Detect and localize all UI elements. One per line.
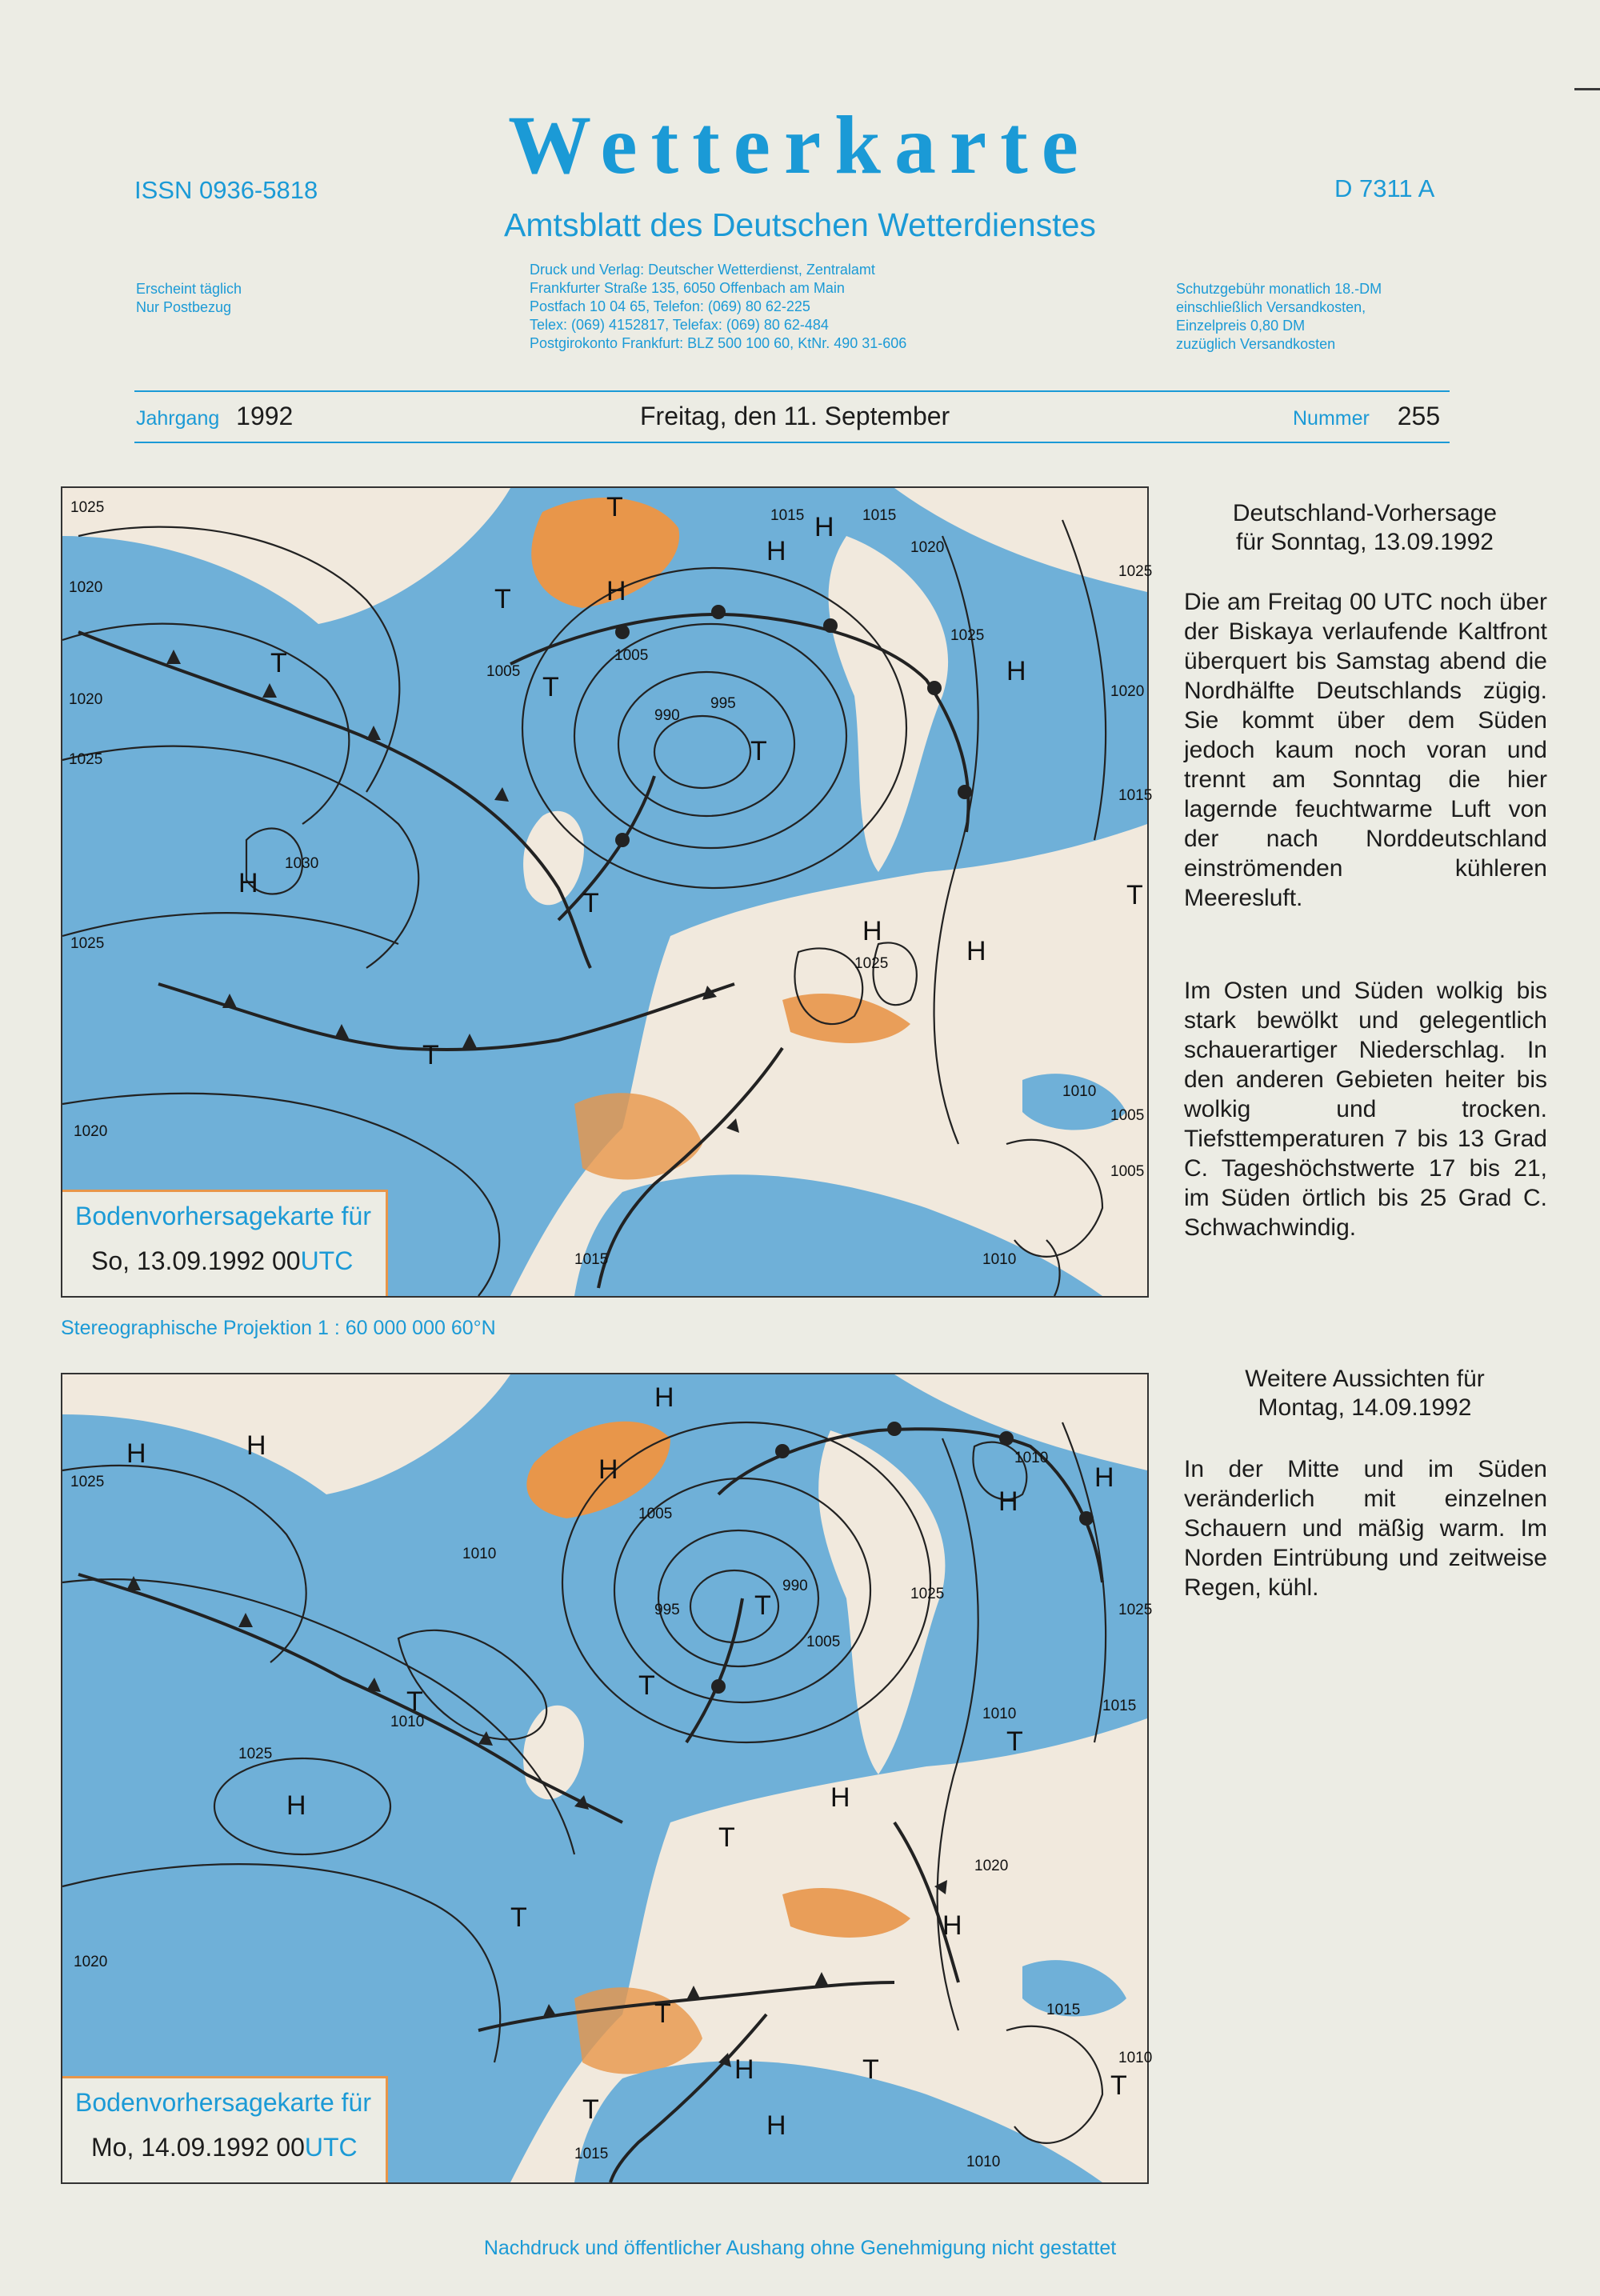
map-caption-title: Bodenvorhersagekarte für bbox=[75, 2088, 371, 2117]
low-pressure-label: T bbox=[270, 648, 287, 678]
edge-mark bbox=[1574, 88, 1600, 90]
low-pressure-label: T bbox=[1006, 1726, 1023, 1757]
high-pressure-label: H bbox=[942, 1910, 962, 1941]
isobar-value-label: 1010 bbox=[982, 1251, 1017, 1268]
land-british-isles bbox=[523, 811, 584, 906]
isobar bbox=[658, 1530, 818, 1666]
front-semicircle bbox=[711, 605, 726, 619]
high-pressure-label: H bbox=[1006, 656, 1026, 686]
publisher-line: Telex: (069) 4152817, Telefax: (069) 80 62-484 bbox=[530, 317, 829, 333]
isobar-value-label: 1020 bbox=[69, 579, 103, 596]
occluded-front bbox=[686, 1598, 742, 1742]
isobar-value-label: 1020 bbox=[974, 1858, 1009, 1874]
publisher-line: Frankfurter Straße 135, 6050 Offenbach am Main bbox=[530, 280, 845, 296]
weather-map-graphic bbox=[62, 488, 1153, 1296]
isobar-value-label: 1005 bbox=[1110, 1163, 1145, 1180]
front-semicircle bbox=[958, 785, 972, 799]
front-triangle bbox=[462, 1034, 477, 1048]
low-pressure-label: T bbox=[510, 1902, 527, 1933]
price-note-line: Einzelpreis 0,80 DM bbox=[1176, 318, 1306, 334]
outlook-heading-line: Montag, 14.09.1992 bbox=[1258, 1394, 1472, 1421]
isobar-value-label: 1020 bbox=[69, 691, 103, 708]
price-note bbox=[1176, 280, 1382, 354]
high-pressure-label: H bbox=[606, 576, 626, 606]
isobar-value-label: 1025 bbox=[70, 935, 105, 952]
low-pressure-label: T bbox=[862, 2054, 879, 2085]
issn-number: ISSN 0936-5818 bbox=[134, 176, 318, 204]
isobar bbox=[62, 1579, 574, 1854]
front-triangle bbox=[126, 1576, 141, 1590]
high-pressure-label: H bbox=[862, 916, 882, 946]
isobar-value-label: 1025 bbox=[70, 499, 105, 516]
isobar-value-label: 995 bbox=[654, 1602, 680, 1618]
front-semicircle bbox=[775, 1444, 790, 1458]
front-triangle bbox=[366, 1678, 381, 1692]
front-triangle bbox=[366, 726, 381, 740]
isobar-value-label: 1005 bbox=[1110, 1107, 1145, 1124]
low-pressure-label: T bbox=[750, 736, 767, 766]
front-triangle bbox=[166, 650, 181, 664]
low-pressure-label: T bbox=[422, 1040, 439, 1070]
isobar-value-label: 1025 bbox=[70, 1474, 105, 1490]
land-british-isles bbox=[523, 1706, 584, 1800]
land-scandinavia bbox=[829, 536, 948, 872]
isobar bbox=[62, 746, 418, 968]
isobar-value-label: 995 bbox=[710, 695, 736, 712]
newspaper-subtitle: Amtsblatt des Deutschen Wetterdienstes bbox=[504, 206, 1096, 243]
isobar-value-label: 1020 bbox=[74, 1954, 108, 1970]
forecast-map-sunday bbox=[61, 486, 1153, 1298]
low-pressure-label: T bbox=[638, 1670, 655, 1701]
land-iceland bbox=[531, 498, 679, 608]
front-semicircle bbox=[711, 1679, 726, 1694]
isobar-value-label: 990 bbox=[654, 707, 680, 724]
isobar-value-label: 1025 bbox=[910, 1586, 945, 1602]
front-semicircle bbox=[1079, 1511, 1094, 1526]
copyright-notice: Nachdruck und öffentlicher Aushang ohne Genehmigung nicht gestattet bbox=[483, 2237, 1117, 2259]
isobar-value-label: 990 bbox=[782, 1578, 808, 1594]
isobar-value-label: 1010 bbox=[982, 1706, 1017, 1722]
low-pressure-label: T bbox=[582, 2094, 599, 2125]
map-caption-title: Bodenvorhersagekarte für bbox=[75, 1202, 371, 1230]
isobar-value-label: 1015 bbox=[574, 2146, 609, 2162]
issue-number-value: 255 bbox=[1397, 402, 1441, 430]
price-note-line: Schutzgebühr monatlich 18.-DM bbox=[1176, 281, 1382, 297]
isobar-value-label: 1010 bbox=[390, 1714, 425, 1730]
isobar-value-label: 1015 bbox=[1102, 1698, 1137, 1714]
volume bbox=[136, 402, 293, 431]
map-caption-date-text: So, 13.09.1992 00 bbox=[91, 1246, 301, 1275]
publication-note-line: Erscheint täglich bbox=[136, 281, 242, 297]
outlook-heading bbox=[1181, 1365, 1549, 1422]
high-pressure-label: H bbox=[286, 1790, 306, 1821]
high-pressure-label: H bbox=[830, 1782, 850, 1813]
issue-date: Freitag, den 11. September bbox=[640, 402, 950, 430]
forecast-heading-line: für Sonntag, 13.09.1992 bbox=[1236, 529, 1494, 555]
land-greenland bbox=[62, 1374, 510, 1494]
front-semicircle bbox=[823, 618, 838, 633]
outlook-paragraph: In der Mitte und im Süden veränderlich mit einzelnen Schauern und mäßig warm. Im Norden Eintrübung und zeitweise Regen, kühl. bbox=[1184, 1456, 1547, 1601]
isobar-value-label: 1005 bbox=[486, 663, 521, 680]
high-pressure-label: H bbox=[734, 2054, 754, 2085]
map-caption-utc: UTC bbox=[300, 1246, 354, 1275]
volume-label: Jahrgang bbox=[136, 407, 220, 430]
isobar-value-label: 1025 bbox=[69, 751, 103, 768]
high-pressure-label: H bbox=[814, 512, 834, 542]
isobar-value-label: 1015 bbox=[1046, 2002, 1081, 2018]
high-pressure-label: H bbox=[766, 2110, 786, 2141]
projection-note: Stereographische Projektion 1 : 60 000 000 60°N bbox=[61, 1317, 496, 1339]
high-pressure-label: H bbox=[654, 1382, 674, 1413]
isobar-value-label: 1015 bbox=[770, 507, 805, 524]
forecast-heading bbox=[1181, 499, 1549, 557]
issue-number bbox=[1293, 402, 1440, 431]
price-note-line: einschließlich Versandkosten, bbox=[1176, 299, 1366, 315]
isobar-value-label: 1010 bbox=[966, 2154, 1001, 2170]
map-caption-date bbox=[91, 1246, 353, 1276]
map-caption-date-text: Mo, 14.09.1992 00 bbox=[91, 2133, 305, 2162]
isobar-value-label: 1015 bbox=[574, 1251, 609, 1268]
front-semicircle bbox=[887, 1422, 902, 1436]
map-caption bbox=[62, 1190, 388, 1296]
front-triangle bbox=[574, 1795, 589, 1810]
front-semicircle bbox=[927, 681, 942, 695]
high-pressure-label: H bbox=[966, 936, 986, 966]
high-pressure-label: H bbox=[126, 1438, 146, 1469]
high-pressure-label: H bbox=[246, 1430, 266, 1461]
outlook-heading-line: Weitere Aussichten für bbox=[1245, 1366, 1485, 1392]
low-pressure-label: T bbox=[654, 1998, 671, 2029]
isobar-value-label: 1010 bbox=[1118, 2050, 1153, 2066]
issue-number-label: Nummer bbox=[1293, 407, 1370, 430]
low-pressure-label: T bbox=[754, 1590, 771, 1621]
high-pressure-label: H bbox=[998, 1486, 1018, 1517]
land-scandinavia bbox=[818, 1430, 945, 1774]
low-pressure-label: T bbox=[1126, 880, 1143, 910]
isobar-value-label: 1025 bbox=[1118, 1602, 1153, 1618]
front-semicircle bbox=[999, 1431, 1014, 1446]
isobar-value-label: 1025 bbox=[1118, 563, 1153, 580]
isobar-value-label: 1025 bbox=[238, 1746, 273, 1762]
low-pressure-label: T bbox=[542, 672, 559, 702]
forecast-paragraph: Im Osten und Süden wolkig bis stark bewölkt und gelegentlich schauerartiger Niederschlag. In den anderen Gebieten heiter bis wolkig und trocken. Tiefsttemperaturen 7 bis 13 Grad C. Tageshöchstwerte 17 bis 21, im Süden örtlich bis 25 Grad C. Schwachwindig. bbox=[1184, 978, 1547, 1241]
isobar-value-label: 1020 bbox=[910, 539, 945, 556]
low-pressure-label: T bbox=[582, 888, 599, 918]
map-caption-date bbox=[91, 2133, 358, 2162]
front-triangle bbox=[334, 1024, 349, 1038]
isobar-value-label: 1025 bbox=[854, 955, 889, 972]
high-pressure-label: H bbox=[1094, 1462, 1114, 1493]
low-pressure-label: T bbox=[494, 584, 511, 614]
forecast-map-monday bbox=[61, 1373, 1153, 2184]
header-rule-top bbox=[134, 390, 1450, 392]
isobar bbox=[618, 672, 794, 816]
publisher-line: Postgirokonto Frankfurt: BLZ 500 100 60, KtNr. 490 31-606 bbox=[530, 335, 907, 351]
front-triangle bbox=[494, 787, 509, 802]
isobar-value-label: 1005 bbox=[638, 1506, 673, 1522]
isobar-value-label: 1015 bbox=[862, 507, 897, 524]
publisher-info bbox=[530, 261, 906, 353]
isobar-value-label: 1015 bbox=[1118, 787, 1153, 804]
low-pressure-label: T bbox=[406, 1686, 423, 1717]
isobar bbox=[62, 913, 398, 944]
low-pressure-label: T bbox=[718, 1822, 735, 1853]
isobar-value-label: 1020 bbox=[1110, 683, 1145, 700]
front-triangle bbox=[238, 1613, 253, 1627]
isobar-value-label: 1005 bbox=[806, 1634, 841, 1650]
front-triangle bbox=[222, 994, 237, 1008]
catalog-number: D 7311 A bbox=[1334, 174, 1435, 202]
front-semicircle bbox=[615, 625, 630, 639]
high-pressure-label: H bbox=[598, 1454, 618, 1485]
isobar-value-label: 1030 bbox=[285, 855, 319, 872]
isobar-value-label: 1010 bbox=[1062, 1083, 1097, 1100]
low-pressure-label: T bbox=[606, 492, 623, 522]
publication-note-line: Nur Postbezug bbox=[136, 299, 232, 315]
publisher-line: Druck und Verlag: Deutscher Wetterdienst, Zentralamt bbox=[530, 262, 875, 278]
isobar-value-label: 1020 bbox=[74, 1123, 108, 1140]
high-pressure-label: H bbox=[238, 868, 258, 898]
front-semicircle bbox=[615, 833, 630, 847]
volume-value: 1992 bbox=[236, 402, 294, 430]
isobar-value-label: 1005 bbox=[614, 647, 649, 664]
header-rule-bottom bbox=[134, 442, 1450, 443]
high-pressure-label: H bbox=[766, 536, 786, 566]
isobar-value-label: 1010 bbox=[1014, 1450, 1049, 1466]
isobar bbox=[62, 1864, 500, 2062]
map-caption-utc: UTC bbox=[304, 2133, 358, 2162]
low-pressure-label: T bbox=[1110, 2070, 1127, 2101]
forecast-paragraph: Die am Freitag 00 UTC noch über der Biskaya verlaufende Kaltfront überquert bis Samstag abend die Nordhälfte Deutschlands zügig. Sie kommt über dem Süden jedoch kaum noch voran und trennt am Sonntag die hier lagernde feuchtwarme Luft von der nach Norddeutschland einströmenden kühleren Meeresluft. bbox=[1184, 589, 1547, 911]
isobar bbox=[62, 624, 349, 824]
front-triangle bbox=[542, 2004, 557, 2018]
newspaper-title: Wetterkarte bbox=[508, 99, 1092, 191]
front-triangle bbox=[262, 683, 277, 698]
map-caption bbox=[62, 2076, 388, 2182]
isobar-value-label: 1025 bbox=[950, 627, 985, 644]
publication-note bbox=[136, 280, 242, 317]
isobar bbox=[654, 716, 750, 788]
price-note-line: zuzüglich Versandkosten bbox=[1176, 336, 1336, 352]
isobar-value-label: 1010 bbox=[462, 1546, 497, 1562]
isobar bbox=[62, 1466, 306, 1662]
land-greenland bbox=[62, 488, 510, 624]
publisher-line: Postfach 10 04 65, Telefon: (069) 80 62-225 bbox=[530, 298, 810, 314]
forecast-heading-line: Deutschland-Vorhersage bbox=[1232, 500, 1498, 526]
weather-map-graphic bbox=[62, 1374, 1153, 2182]
